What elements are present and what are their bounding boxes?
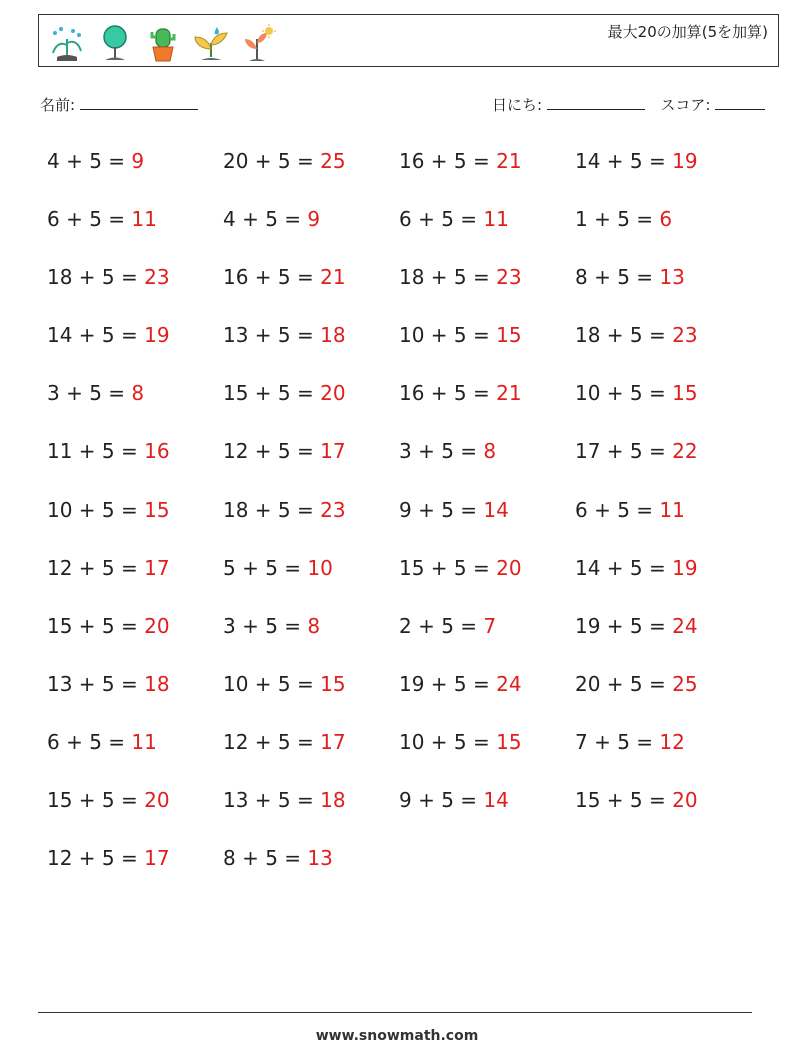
problem-question: 5 + 5 = xyxy=(223,555,308,580)
problem-item xyxy=(47,608,223,666)
problem-question: 8 + 5 = xyxy=(223,846,308,871)
problem-item xyxy=(575,550,751,608)
problem-answer: 8 xyxy=(307,613,321,638)
problem-item xyxy=(47,840,223,898)
problem-question: 18 + 5 = xyxy=(575,323,673,348)
footer-url: www.snowmath.com xyxy=(315,1028,479,1044)
problem-answer: 15 xyxy=(144,497,170,522)
problem-question: 14 + 5 = xyxy=(47,323,145,348)
problem-question: 10 + 5 = xyxy=(575,381,673,406)
problem-item xyxy=(399,782,575,840)
problem-item xyxy=(223,550,399,608)
problem-answer: 23 xyxy=(672,323,698,348)
problem-item xyxy=(223,143,399,201)
problem-answer: 20 xyxy=(496,555,522,580)
problem-question: 16 + 5 = xyxy=(399,149,497,173)
problem-question: 4 + 5 = xyxy=(47,149,132,173)
problem-answer: 11 xyxy=(659,497,685,522)
problem-answer: 21 xyxy=(496,381,522,406)
problem-item xyxy=(399,143,575,201)
problem-question: 10 + 5 = xyxy=(399,323,497,348)
problem-question: 10 + 5 = xyxy=(223,671,321,696)
problem-question: 12 + 5 = xyxy=(47,555,145,580)
problem-answer: 10 xyxy=(307,555,333,580)
problem-item xyxy=(575,782,751,840)
problem-answer: 8 xyxy=(483,439,497,464)
problem-item xyxy=(223,608,399,666)
problem-answer: 8 xyxy=(131,381,145,406)
problem-answer: 18 xyxy=(320,788,346,813)
footer-divider xyxy=(38,1012,752,1013)
problem-item xyxy=(399,259,575,317)
problem-answer: 9 xyxy=(307,207,321,232)
name-label: 名前: xyxy=(40,96,76,114)
problem-item xyxy=(399,666,575,724)
problem-answer: 23 xyxy=(320,497,346,522)
problem-question: 9 + 5 = xyxy=(399,497,484,522)
problem-answer: 19 xyxy=(672,555,698,580)
problem-item xyxy=(399,433,575,491)
problem-item xyxy=(223,201,399,259)
problem-answer: 17 xyxy=(320,729,346,754)
problem-item xyxy=(223,317,399,375)
problem-answer: 20 xyxy=(144,613,170,638)
problem-item xyxy=(575,143,751,201)
problem-answer: 11 xyxy=(131,207,157,232)
problem-grid xyxy=(47,143,767,898)
problem-answer: 23 xyxy=(496,265,522,290)
problem-item xyxy=(575,201,751,259)
problem-answer: 9 xyxy=(131,149,145,173)
date-score-field xyxy=(492,94,765,115)
problem-question: 17 + 5 = xyxy=(575,439,673,464)
problem-question: 15 + 5 = xyxy=(399,555,497,580)
problem-item xyxy=(399,608,575,666)
problem-answer: 14 xyxy=(483,497,509,522)
problem-answer: 20 xyxy=(672,788,698,813)
problem-answer: 15 xyxy=(496,323,522,348)
problem-answer: 17 xyxy=(320,439,346,464)
problem-answer: 16 xyxy=(144,439,170,464)
problem-answer: 24 xyxy=(496,671,522,696)
problem-answer: 17 xyxy=(144,555,170,580)
problem-question: 3 + 5 = xyxy=(47,381,132,406)
problem-answer: 12 xyxy=(659,729,685,754)
problem-item xyxy=(399,201,575,259)
watering-plant-icon xyxy=(47,23,87,63)
problem-item xyxy=(575,375,751,433)
problem-question: 20 + 5 = xyxy=(575,671,673,696)
worksheet-title: 最大20の加算(5を加算) xyxy=(607,23,768,41)
problem-question: 7 + 5 = xyxy=(575,729,660,754)
problem-question: 20 + 5 = xyxy=(223,149,321,173)
problem-answer: 15 xyxy=(320,671,346,696)
problem-answer: 15 xyxy=(496,729,522,754)
problem-answer: 14 xyxy=(483,788,509,813)
potted-cactus-icon xyxy=(143,23,183,63)
problem-item xyxy=(223,433,399,491)
problem-answer: 17 xyxy=(144,846,170,871)
problem-item xyxy=(575,608,751,666)
problem-item xyxy=(575,724,751,782)
sprout-watering-icon xyxy=(191,23,231,63)
problem-question: 6 + 5 = xyxy=(399,207,484,232)
problem-question: 4 + 5 = xyxy=(223,207,308,232)
problem-question: 14 + 5 = xyxy=(575,149,673,173)
problem-question: 6 + 5 = xyxy=(575,497,660,522)
problem-item xyxy=(47,375,223,433)
problem-question: 16 + 5 = xyxy=(399,381,497,406)
problem-answer: 18 xyxy=(320,323,346,348)
problem-item xyxy=(223,492,399,550)
problem-answer: 11 xyxy=(483,207,509,232)
problem-item xyxy=(399,317,575,375)
problem-item xyxy=(223,782,399,840)
problem-item xyxy=(47,782,223,840)
problem-question: 18 + 5 = xyxy=(47,265,145,290)
problem-question: 6 + 5 = xyxy=(47,729,132,754)
problem-item xyxy=(575,433,751,491)
problem-item xyxy=(223,666,399,724)
problem-answer: 20 xyxy=(144,788,170,813)
problem-answer: 22 xyxy=(672,439,698,464)
problem-item xyxy=(223,724,399,782)
problem-item xyxy=(223,259,399,317)
problem-question: 3 + 5 = xyxy=(399,439,484,464)
header-icons xyxy=(47,19,279,63)
problem-item xyxy=(575,492,751,550)
problem-item xyxy=(47,666,223,724)
problem-answer: 24 xyxy=(672,613,698,638)
problem-answer: 19 xyxy=(144,323,170,348)
date-blank-line xyxy=(547,95,645,110)
problem-question: 8 + 5 = xyxy=(575,265,660,290)
problem-question: 10 + 5 = xyxy=(47,497,145,522)
problem-item xyxy=(223,375,399,433)
problem-question: 19 + 5 = xyxy=(575,613,673,638)
score-blank-line xyxy=(715,95,765,110)
round-tree-icon xyxy=(95,23,135,63)
problem-item xyxy=(47,201,223,259)
name-blank-line xyxy=(80,95,198,110)
problem-question: 14 + 5 = xyxy=(575,555,673,580)
date-label: 日にち: xyxy=(492,96,543,114)
problem-question: 15 + 5 = xyxy=(47,613,145,638)
score-label: スコア: xyxy=(660,96,711,114)
problem-item xyxy=(399,550,575,608)
worksheet-header xyxy=(38,14,779,67)
problem-item xyxy=(47,492,223,550)
name-field xyxy=(40,94,198,115)
problem-answer: 23 xyxy=(144,265,170,290)
problem-question: 1 + 5 = xyxy=(575,207,660,232)
flower-sun-icon xyxy=(239,23,279,63)
problem-item xyxy=(575,666,751,724)
problem-item xyxy=(47,143,223,201)
problem-answer: 25 xyxy=(672,671,698,696)
problem-answer: 21 xyxy=(496,149,522,173)
problem-answer: 13 xyxy=(659,265,685,290)
problem-question: 13 + 5 = xyxy=(47,671,145,696)
problem-question: 13 + 5 = xyxy=(223,788,321,813)
problem-answer: 15 xyxy=(672,381,698,406)
problem-item xyxy=(47,550,223,608)
problem-question: 13 + 5 = xyxy=(223,323,321,348)
problem-question: 11 + 5 = xyxy=(47,439,145,464)
problem-question: 19 + 5 = xyxy=(399,671,497,696)
problem-question: 16 + 5 = xyxy=(223,265,321,290)
problem-question: 12 + 5 = xyxy=(47,846,145,871)
problem-answer: 20 xyxy=(320,381,346,406)
problem-answer: 11 xyxy=(131,729,157,754)
problem-question: 12 + 5 = xyxy=(223,439,321,464)
problem-item xyxy=(399,724,575,782)
problem-answer: 13 xyxy=(307,846,333,871)
problem-question: 15 + 5 = xyxy=(575,788,673,813)
problem-question: 18 + 5 = xyxy=(399,265,497,290)
problem-item xyxy=(399,492,575,550)
problem-question: 15 + 5 = xyxy=(47,788,145,813)
problem-item xyxy=(47,317,223,375)
problem-item xyxy=(223,840,399,898)
problem-answer: 19 xyxy=(672,149,698,173)
problem-answer: 25 xyxy=(320,149,346,173)
problem-item xyxy=(575,259,751,317)
problem-item xyxy=(47,259,223,317)
problem-question: 15 + 5 = xyxy=(223,381,321,406)
problem-question: 3 + 5 = xyxy=(223,613,308,638)
problem-question: 12 + 5 = xyxy=(223,729,321,754)
problem-question: 10 + 5 = xyxy=(399,729,497,754)
problem-question: 9 + 5 = xyxy=(399,788,484,813)
problem-question: 6 + 5 = xyxy=(47,207,132,232)
problem-item xyxy=(399,375,575,433)
problem-item xyxy=(47,433,223,491)
problem-question: 18 + 5 = xyxy=(223,497,321,522)
problem-answer: 6 xyxy=(659,207,673,232)
problem-answer: 18 xyxy=(144,671,170,696)
problem-answer: 7 xyxy=(483,613,497,638)
problem-item xyxy=(575,317,751,375)
problem-item xyxy=(47,724,223,782)
problem-question: 2 + 5 = xyxy=(399,613,484,638)
problem-answer: 21 xyxy=(320,265,346,290)
